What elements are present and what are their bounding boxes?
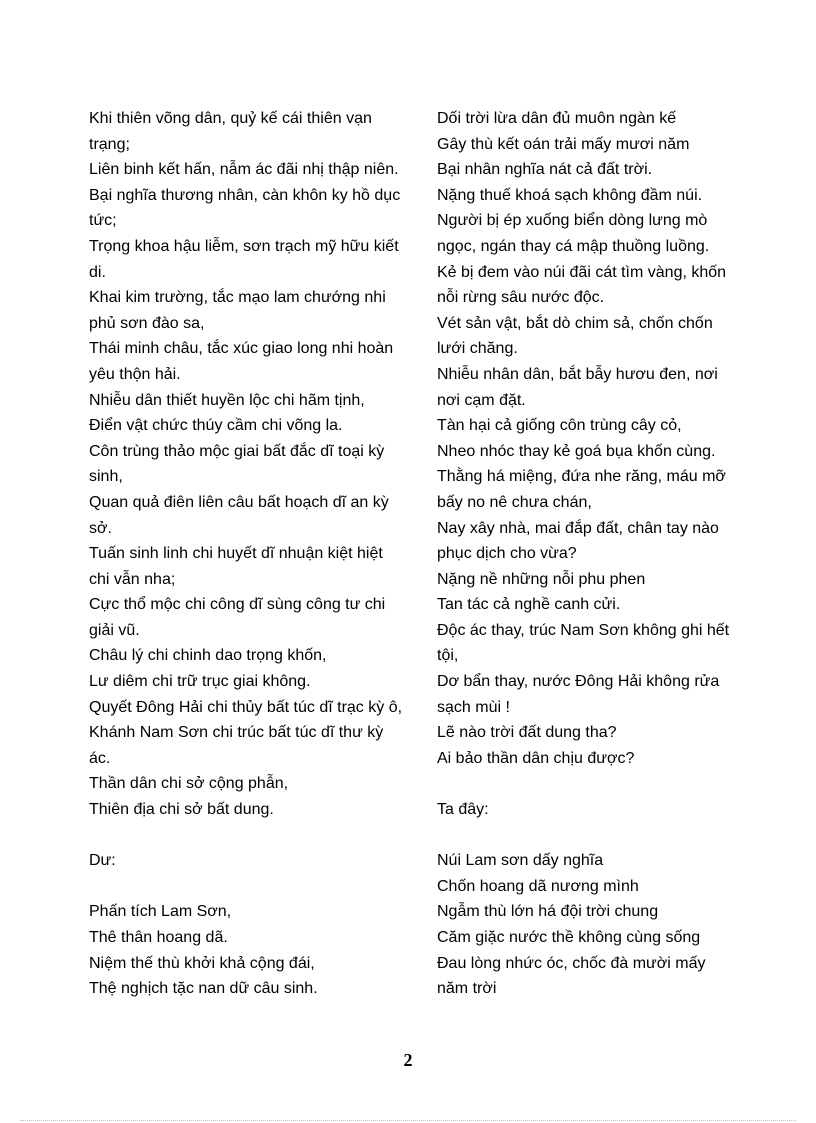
verse-line: Khai kim trường, tắc mạo lam chướng nhi xyxy=(89,289,386,307)
verse-line: Vét sản vật, bắt dò chim sả, chốn chốn xyxy=(437,314,713,332)
verse-line: bấy no nê chưa chán, xyxy=(437,493,592,511)
verse-line: Nhiễu dân thiết huyền lộc chi hãm tịnh, xyxy=(89,391,365,409)
verse-line: Cực thổ mộc chi công dĩ sùng công tư chi xyxy=(89,596,386,614)
verse-line: Nay xây nhà, mai đắp đất, chân tay nào xyxy=(437,519,719,537)
vietnamese-translation-column xyxy=(437,106,757,1002)
verse-line: giải vũ. xyxy=(89,621,140,639)
verse-line: Dối trời lừa dân đủ muôn ngàn kế xyxy=(437,110,677,127)
page-divider xyxy=(20,1120,796,1121)
verse-line: Độc ác thay, trúc Nam Sơn không ghi hết xyxy=(437,621,730,639)
verse-line: Thái minh châu, tắc xúc giao long nhi hoàn xyxy=(89,340,394,358)
verse-line: Thần dân chi sở cộng phẫn, xyxy=(89,775,289,793)
verse-line: Thiên địa chi sở bất dung. xyxy=(89,801,274,819)
verse-line: Bại nhân nghĩa nát cả đất trời. xyxy=(437,161,653,179)
verse-line: Chốn hoang dã nương mình xyxy=(437,877,639,895)
verse-line: chi vẫn nha; xyxy=(89,570,176,588)
verse-line: Liên binh kết hấn, nẫm ác đãi nhị thập niên. xyxy=(89,161,399,179)
verse-line: Dư: xyxy=(89,852,116,870)
han-viet-column xyxy=(89,106,427,1002)
verse-line: Bại nghĩa thương nhân, càn khôn ky hồ dục xyxy=(89,186,401,204)
blank-line xyxy=(437,771,757,797)
blank-line xyxy=(89,823,427,849)
verse-line: Côn trùng thảo mộc giai bất đắc dĩ toại kỳ xyxy=(89,442,385,460)
verse-line: sinh, xyxy=(89,468,123,486)
verse-line: Khi thiên võng dân, quỷ kế cái thiên vạn xyxy=(89,110,372,127)
verse-line: Tuấn sinh linh chi huyết dĩ nhuận kiệt hiệt xyxy=(89,545,383,563)
verse-line: Nặng thuế khoá sạch không đầm núi. xyxy=(437,186,703,204)
blank-line xyxy=(89,874,427,900)
verse-line: Niệm thế thù khởi khả cộng đái, xyxy=(89,954,315,972)
verse-line: Quyết Đông Hải chi thủy bất túc dĩ trạc kỳ ô, xyxy=(89,698,403,716)
verse-line: Trọng khoa hậu liễm, sơn trạch mỹ hữu kiết xyxy=(89,237,399,255)
verse-line: Ta đây: xyxy=(437,801,489,819)
verse-line: tội, xyxy=(437,647,459,665)
verse-line: Ai bảo thần dân chịu được? xyxy=(437,749,635,767)
verse-line: yêu thộn hải. xyxy=(89,365,181,383)
verse-line: Nhiễu nhân dân, bắt bẫy hươu đen, nơi xyxy=(437,365,718,383)
verse-line: Phấn tích Lam Sơn, xyxy=(89,903,232,921)
verse-line: Tàn hại cả giống côn trùng cây cỏ, xyxy=(437,417,682,435)
verse-line: trạng; xyxy=(89,135,130,153)
verse-line: phục dịch cho vừa? xyxy=(437,545,577,563)
verse-line: Nheo nhóc thay kẻ goá bụa khốn cùng. xyxy=(437,442,716,460)
verse-line: nơi cạm đặt. xyxy=(437,391,526,409)
verse-line: phủ sơn đào sa, xyxy=(89,314,205,332)
verse-line: Ngẫm thù lớn há đội trời chung xyxy=(437,903,659,921)
verse-line: ác. xyxy=(89,749,111,767)
verse-line: Đau lòng nhức óc, chốc đà mười mấy xyxy=(437,954,706,972)
verse-line: Nặng nề những nỗi phu phen xyxy=(437,570,646,588)
verse-line: Quan quả điên liên câu bất hoạch dĩ an kỳ xyxy=(89,493,389,511)
verse-line: ngọc, ngán thay cá mập thuồng luồng. xyxy=(437,237,710,255)
verse-line: Khánh Nam Sơn chi trúc bất túc dĩ thư kỳ xyxy=(89,724,384,742)
page-number: 2 xyxy=(403,1050,413,1070)
verse-line: Lư diêm chi trữ trục giai không. xyxy=(89,673,311,691)
verse-line: Thằng há miệng, đứa nhe răng, máu mỡ xyxy=(437,468,726,486)
verse-line: Núi Lam sơn dấy nghĩa xyxy=(437,852,604,870)
verse-line: Kẻ bị đem vào núi đãi cát tìm vàng, khốn xyxy=(437,263,727,281)
verse-line: di. xyxy=(89,263,106,281)
verse-line: sạch mùi ! xyxy=(437,698,510,716)
verse-line: Gây thù kết oán trải mấy mươi năm xyxy=(437,135,690,153)
verse-line: tức; xyxy=(89,212,117,230)
blank-line xyxy=(437,823,757,849)
verse-line: Châu lý chi chinh dao trọng khốn, xyxy=(89,647,327,665)
verse-line: Thê thân hoang dã. xyxy=(89,929,228,946)
verse-line: Người bị ép xuống biển dòng lưng mò xyxy=(437,212,708,230)
verse-line: năm trời xyxy=(437,980,497,998)
verse-line: Điển vật chức thúy cầm chi võng la. xyxy=(89,417,343,435)
verse-line: Dơ bẩn thay, nước Đông Hải không rửa xyxy=(437,673,720,691)
verse-line: lưới chăng. xyxy=(437,340,518,358)
verse-line: Tan tác cả nghề canh cửi. xyxy=(437,596,621,614)
verse-line: nỗi rừng sâu nước độc. xyxy=(437,289,605,307)
verse-line: Thệ nghịch tặc nan dữ câu sinh. xyxy=(89,980,318,998)
verse-line: Lẽ nào trời đất dung tha? xyxy=(437,724,617,742)
verse-line: sở. xyxy=(89,519,112,537)
verse-line: Căm giặc nước thề không cùng sống xyxy=(437,929,701,946)
